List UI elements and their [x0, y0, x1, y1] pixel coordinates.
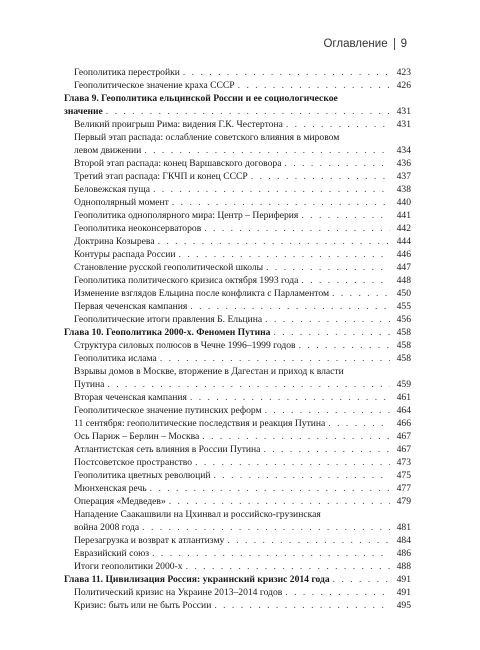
toc-entry-title: Контуры распада России — [74, 249, 176, 260]
toc-entry-title: Геополитика ислама — [74, 353, 157, 364]
toc-page-number: 455 — [396, 301, 411, 312]
toc-chapter-entry[interactable] — [64, 92, 411, 118]
header-divider — [394, 38, 395, 50]
dot-leader — [152, 547, 390, 560]
toc-entry[interactable] — [64, 469, 411, 482]
toc-entry[interactable] — [64, 274, 411, 287]
toc-entry[interactable] — [64, 118, 411, 131]
dot-leader — [214, 599, 390, 612]
dot-leader — [286, 118, 390, 131]
toc-entry-title: Третий этап распада: ГКЧП и конец СССР — [74, 171, 248, 182]
toc-entry[interactable] — [64, 235, 411, 248]
toc-entry-title: Евразийский союз — [74, 548, 150, 559]
toc-page-number: 436 — [396, 158, 411, 169]
toc-entry[interactable] — [64, 443, 411, 456]
toc-entry-title-line: Взрывы домов в Москве, вторжение в Дагестан и приход к власти — [74, 366, 344, 377]
toc-chapter-entry[interactable] — [64, 326, 411, 339]
toc-entry[interactable] — [64, 261, 411, 274]
toc-page-number: 495 — [396, 600, 411, 611]
toc-entry-title-line: Нападение Саакашвили на Цхинвал и российско-грузинская — [74, 509, 321, 520]
toc-entry-title-line: Первый этап распада: ослабление советского влияния в мировом — [74, 132, 340, 143]
toc-entry-title: Второй этап распада: конец Варшавского договора — [74, 158, 282, 169]
dot-leader — [328, 417, 390, 430]
dot-leader — [299, 339, 390, 352]
toc-entry-title: Операция «Медведев» — [74, 496, 166, 507]
table-of-contents — [64, 66, 411, 612]
toc-page-number: 446 — [396, 249, 411, 260]
toc-entry[interactable] — [64, 287, 411, 300]
dot-leader — [195, 456, 390, 469]
toc-page-number: 434 — [396, 145, 411, 156]
toc-page-number: 464 — [396, 405, 411, 416]
toc-entry[interactable] — [64, 547, 411, 560]
toc-entry[interactable] — [64, 66, 411, 79]
toc-entry-title: Ось Париж – Берлин – Москва — [74, 431, 200, 442]
toc-page-number: 467 — [396, 444, 411, 455]
toc-page-number: 456 — [396, 314, 411, 325]
toc-page-number: 440 — [396, 197, 411, 208]
toc-page-number: 473 — [396, 457, 411, 468]
header-section-title: Оглавление — [323, 38, 388, 50]
dot-leader — [263, 443, 390, 456]
toc-page-number: 441 — [396, 210, 411, 221]
toc-entry-title: война 2008 года — [74, 522, 140, 533]
toc-entry-title: Политический кризис на Украине 2013–2014 годов — [74, 587, 283, 598]
toc-entry[interactable] — [64, 456, 411, 469]
dot-leader — [285, 586, 390, 599]
toc-entry[interactable] — [64, 508, 411, 534]
toc-entry-title: Первая чеченская кампания — [74, 301, 188, 312]
toc-page-number: 426 — [396, 80, 411, 91]
toc-page-number: 431 — [396, 106, 411, 117]
toc-entry-title: Кризис: быть или не быть России — [74, 600, 212, 611]
toc-entry[interactable] — [64, 560, 411, 573]
dot-leader — [107, 378, 390, 391]
dot-leader — [332, 287, 390, 300]
dot-leader — [190, 391, 390, 404]
toc-entry[interactable] — [64, 196, 411, 209]
toc-entry[interactable] — [64, 391, 411, 404]
toc-page-number: 475 — [396, 470, 411, 481]
toc-entry-title: Геополитика перестройки — [74, 67, 180, 78]
toc-entry-title: Структура силовых полюсов в Чечне 1996–1999 годов — [74, 340, 296, 351]
toc-entry-title: Становление русской геополитической школы — [74, 262, 264, 273]
toc-entry-title: Глава 11. Цивилизация Россия: украинский кризис 2014 года — [64, 574, 330, 585]
toc-entry[interactable] — [64, 404, 411, 417]
toc-page-number: 459 — [396, 379, 411, 390]
toc-page-number: 423 — [396, 67, 411, 78]
toc-entry-title: Однополярный момент — [74, 197, 169, 208]
dot-leader — [284, 157, 390, 170]
dot-leader — [266, 261, 390, 274]
toc-entry-title: Геополитические итоги правления Б. Ельцина — [74, 314, 263, 325]
toc-entry[interactable] — [64, 248, 411, 261]
toc-page-number: 448 — [396, 275, 411, 286]
toc-entry[interactable] — [64, 157, 411, 170]
toc-entry-title: Перезагрузка и возврат к атлантизму — [74, 535, 225, 546]
toc-entry[interactable] — [64, 534, 411, 547]
toc-entry[interactable] — [64, 170, 411, 183]
toc-entry[interactable] — [64, 599, 411, 612]
toc-page-number: 442 — [396, 223, 411, 234]
toc-page-number: 438 — [396, 184, 411, 195]
toc-entry-title: Вторая чеченская кампания — [74, 392, 187, 403]
toc-entry-title: Глава 10. Геополитика 2000-х. Феномен Путина — [64, 327, 271, 338]
toc-chapter-entry[interactable] — [64, 573, 411, 586]
toc-page-number: 477 — [396, 483, 411, 494]
toc-entry[interactable] — [64, 313, 411, 326]
dot-leader — [106, 105, 390, 118]
dot-leader — [142, 521, 390, 534]
toc-page-number: 467 — [396, 431, 411, 442]
dot-leader — [333, 573, 390, 586]
toc-entry-title: Изменение взглядов Ельцина после конфликта с Парламентом — [74, 288, 330, 299]
toc-page-number: 488 — [396, 561, 411, 572]
running-header — [323, 38, 407, 50]
dot-leader — [301, 209, 390, 222]
toc-entry-title: Беловежская пуща — [74, 184, 150, 195]
toc-page-number: 458 — [396, 327, 411, 338]
toc-page-number: 481 — [396, 522, 411, 533]
dot-leader — [213, 469, 390, 482]
toc-entry[interactable] — [64, 222, 411, 235]
dot-leader — [251, 170, 390, 183]
dot-leader — [301, 274, 390, 287]
dot-leader — [238, 79, 390, 92]
toc-page-number: 447 — [396, 262, 411, 273]
dot-leader — [265, 404, 390, 417]
toc-page-number: 491 — [396, 574, 411, 585]
dot-leader — [202, 430, 390, 443]
toc-entry[interactable] — [64, 430, 411, 443]
toc-entry-title: Великий проигрыш Рима: видения Г.К. Честертона — [74, 119, 283, 130]
dot-leader — [265, 313, 390, 326]
toc-entry[interactable] — [64, 300, 411, 313]
toc-entry-title: Геополитика однополярного мира: Центр – Периферия — [74, 210, 299, 221]
toc-page-number: 458 — [396, 340, 411, 351]
toc-entry[interactable] — [64, 131, 411, 157]
toc-entry-title: Мюнхенская речь — [74, 483, 147, 494]
toc-page-number: 466 — [396, 418, 411, 429]
toc-page-number: 491 — [396, 587, 411, 598]
header-page-number: 9 — [400, 38, 407, 50]
dot-leader — [153, 183, 390, 196]
dot-leader — [273, 326, 390, 339]
toc-page-number: 437 — [396, 171, 411, 182]
toc-entry[interactable] — [64, 495, 411, 508]
toc-entry[interactable] — [64, 482, 411, 495]
toc-entry-title: Геополитика политического кризиса октября 1993 года — [74, 275, 299, 286]
toc-entry-title: Геополитическое значение путинских реформ — [74, 405, 262, 416]
toc-entry-title: Постсоветское пространство — [74, 457, 193, 468]
toc-entry-title-line: Глава 9. Геополитика ельцинской России и ее социологическое — [64, 93, 338, 104]
dot-leader — [144, 144, 390, 157]
toc-entry-title: Атлантистская сеть влияния в России Путина — [74, 444, 261, 455]
toc-page-number: 444 — [396, 236, 411, 247]
toc-entry-title: Геополитика неоконсерваторов — [74, 223, 202, 234]
toc-entry[interactable] — [64, 339, 411, 352]
dot-leader — [179, 248, 390, 261]
toc-entry[interactable] — [64, 352, 411, 365]
dot-leader — [150, 482, 390, 495]
dot-leader — [190, 300, 390, 313]
dot-leader — [227, 534, 390, 547]
toc-entry-title: левом движении — [74, 145, 142, 156]
toc-page-number: 479 — [396, 496, 411, 507]
dot-leader — [186, 560, 390, 573]
toc-entry-title: Геополитическое значение краха СССР — [74, 80, 235, 91]
toc-entry[interactable] — [64, 586, 411, 599]
dot-leader — [169, 495, 390, 508]
toc-entry[interactable] — [64, 183, 411, 196]
dot-leader — [172, 196, 390, 209]
toc-entry[interactable] — [64, 365, 411, 391]
dot-leader — [204, 222, 390, 235]
toc-entry-title: 11 сентября: геополитические последствия и реакция Путина — [74, 418, 326, 429]
dot-leader — [160, 352, 390, 365]
toc-entry-title: Итоги геополитики 2000-х — [74, 561, 183, 572]
toc-entry[interactable] — [64, 209, 411, 222]
dot-leader — [183, 66, 390, 79]
toc-page-number: 458 — [396, 353, 411, 364]
toc-entry-title: значение — [64, 106, 103, 117]
toc-entry-title: Геополитика цветных революций — [74, 470, 211, 481]
toc-page-number: 431 — [396, 119, 411, 130]
toc-entry[interactable] — [64, 79, 411, 92]
toc-entry-title: Путина — [74, 379, 105, 390]
toc-entry-title: Доктрина Козырева — [74, 236, 155, 247]
toc-page-number: 450 — [396, 288, 411, 299]
toc-page-number: 484 — [396, 535, 411, 546]
toc-page-number: 486 — [396, 548, 411, 559]
toc-page-number: 461 — [396, 392, 411, 403]
dot-leader — [158, 235, 390, 248]
toc-entry[interactable] — [64, 417, 411, 430]
